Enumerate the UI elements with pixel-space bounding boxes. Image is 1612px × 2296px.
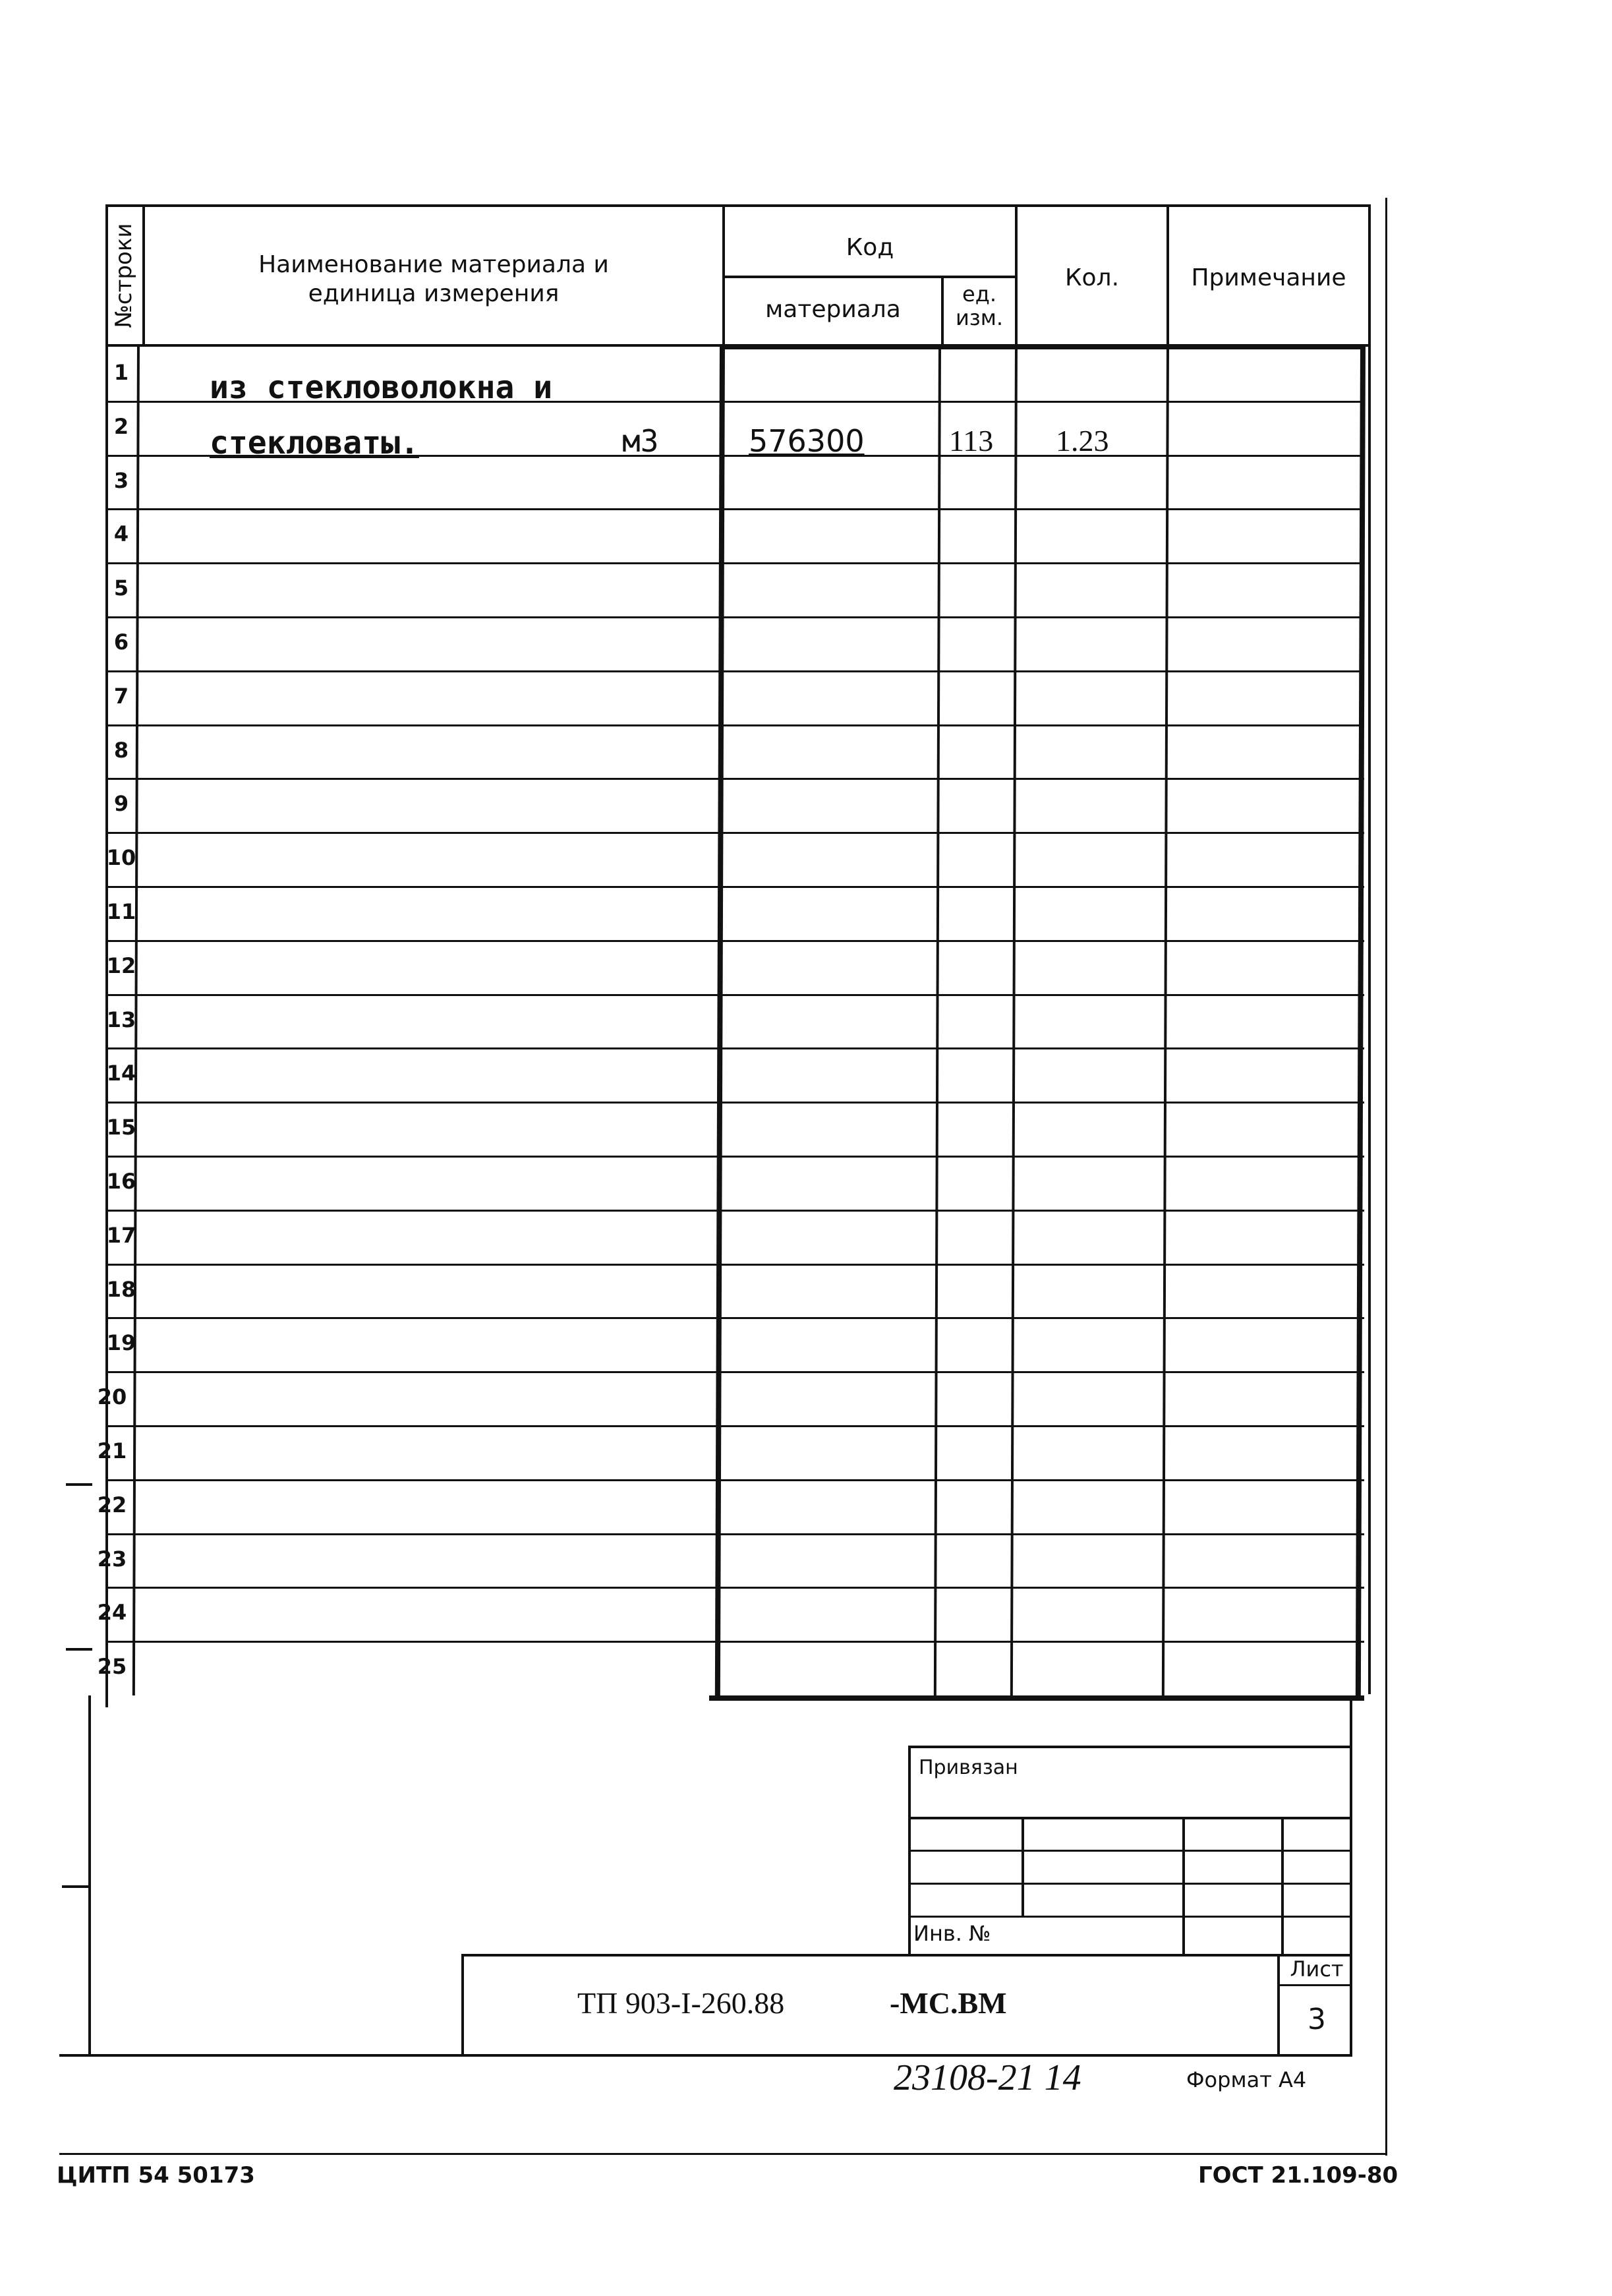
row-divider — [105, 886, 1364, 888]
quantity-header: Кол. — [1064, 264, 1120, 291]
row2-quantity: 1.23 — [1056, 424, 1109, 457]
handwritten-number: 23108-21 14 — [894, 2057, 1081, 2098]
row-number: 12 — [106, 953, 136, 978]
row-divider — [105, 562, 1364, 564]
standard-label: ГОСТ 21.109-80 — [1198, 2162, 1398, 2189]
row-divider — [105, 1371, 1364, 1373]
row-divider — [105, 670, 1364, 672]
outer-border-bottom — [59, 2153, 1385, 2155]
row-number: 15 — [106, 1115, 136, 1140]
bound-label: Привязан — [919, 1756, 1018, 1779]
row-number: 25 — [97, 1654, 127, 1679]
row-number: 23 — [97, 1546, 127, 1572]
row-divider — [105, 616, 1364, 618]
row-number: 22 — [97, 1492, 127, 1517]
row-divider — [105, 1156, 1364, 1158]
row-divider — [105, 1047, 1364, 1049]
row-divider — [105, 1587, 1364, 1589]
row-number: 24 — [97, 1600, 127, 1625]
row-number: 6 — [113, 630, 129, 655]
row-divider — [105, 832, 1364, 834]
row-number: 14 — [106, 1061, 136, 1086]
row-number: 2 — [113, 414, 129, 439]
sheet-label: Лист — [1290, 1957, 1344, 1982]
left-code: ЦИТП 54 50173 — [57, 2162, 255, 2189]
name-header — [145, 250, 722, 309]
row-number: 8 — [113, 738, 129, 763]
row2-unit-code: 113 — [949, 424, 994, 457]
row-divider — [105, 1210, 1364, 1212]
name-header-line1: Наименование материала и — [258, 251, 609, 278]
row-divider — [105, 1317, 1364, 1319]
row-number: 7 — [113, 684, 129, 709]
row-number: 13 — [106, 1007, 136, 1032]
margin-mark — [66, 1483, 92, 1486]
format-label: Формат А4 — [1186, 2067, 1307, 2092]
row-number: 19 — [106, 1330, 136, 1355]
unit-code-header-line1: ед. — [962, 281, 996, 307]
row2-unit: м3 — [622, 423, 659, 459]
row-divider — [105, 940, 1364, 942]
row-divider — [105, 778, 1364, 780]
code-header: Код — [846, 234, 894, 261]
margin-mark — [62, 1885, 91, 1888]
row-divider — [105, 1641, 1364, 1643]
row-divider — [105, 1264, 1364, 1266]
row1-name: из стекловолокна и — [210, 369, 553, 406]
row-number: 5 — [113, 575, 129, 601]
material-code-header: материала — [765, 296, 901, 323]
row-number-header: №строки — [111, 223, 137, 328]
row-number: 4 — [113, 521, 129, 546]
unit-code-header — [944, 282, 1015, 330]
row-number: 17 — [106, 1223, 136, 1248]
row-divider — [105, 724, 1364, 726]
row-number: 18 — [106, 1277, 136, 1302]
inventory-label: Инв. № — [913, 1921, 991, 1946]
row-divider — [105, 1533, 1364, 1535]
row-number: 11 — [106, 899, 136, 924]
outer-border-right — [1385, 198, 1387, 2156]
margin-mark — [66, 1648, 92, 1651]
document-suffix: -МС.ВМ — [890, 1986, 1007, 2020]
row-number: 9 — [113, 791, 129, 816]
row-divider — [105, 1102, 1364, 1104]
row2-name: стекловаты. — [210, 425, 419, 461]
row-divider — [105, 1479, 1364, 1481]
row-number: 21 — [97, 1438, 127, 1463]
sheet-number: 3 — [1308, 2003, 1326, 2036]
name-header-line2: единица измерения — [308, 280, 560, 307]
row-divider — [105, 508, 1364, 510]
row-divider — [105, 1425, 1364, 1427]
row-number: 16 — [106, 1169, 136, 1194]
row-number: 10 — [106, 845, 136, 870]
row-number: 3 — [113, 468, 129, 493]
row-number: 1 — [113, 360, 129, 385]
document-code: ТП 903-I-260.88 — [577, 1986, 785, 2020]
row-divider — [105, 994, 1364, 996]
unit-code-header-line2: изм. — [955, 305, 1004, 330]
row2-material-code: 576300 — [749, 423, 865, 459]
row-number: 20 — [97, 1384, 127, 1409]
note-header: Примечание — [1191, 264, 1346, 291]
